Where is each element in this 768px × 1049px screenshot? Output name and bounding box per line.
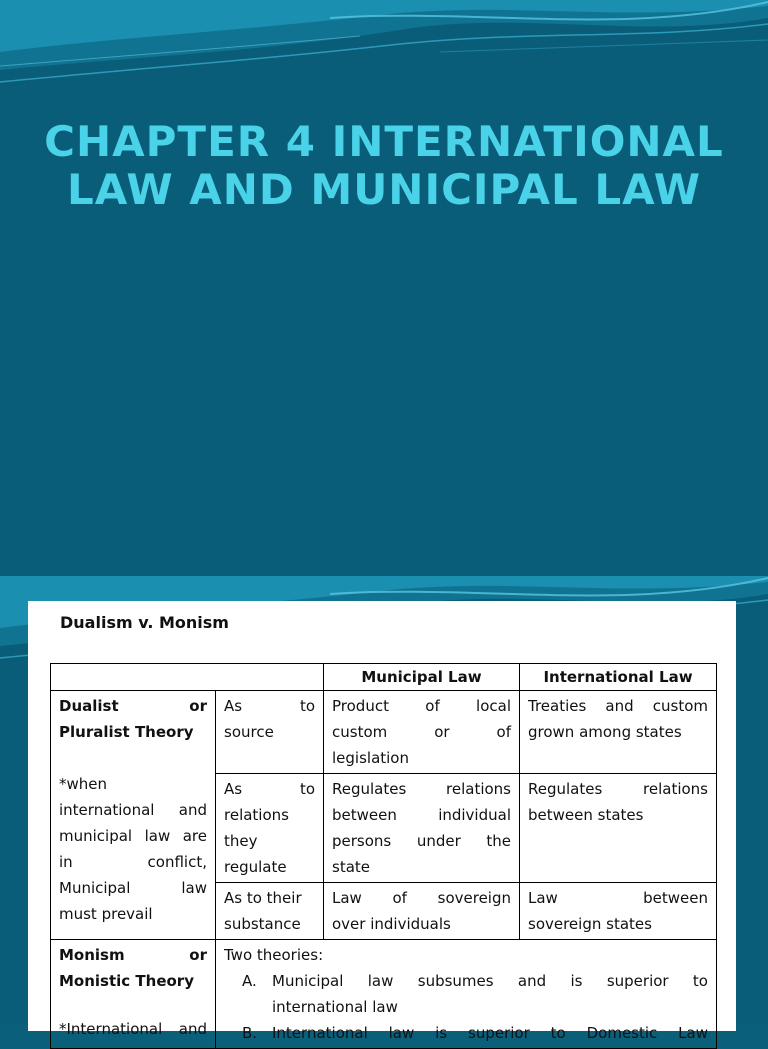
monist-theories-cell <box>216 940 717 1049</box>
monist-name-line1: Monism or <box>59 946 207 964</box>
header-wave-decoration <box>0 0 768 100</box>
content-slide <box>0 576 768 1042</box>
dualist-note-line: international and <box>59 801 207 819</box>
cell-line: regulate <box>224 858 287 876</box>
cell-line: Regulates relations <box>332 780 511 798</box>
international-cell-relations <box>520 774 717 883</box>
dualist-name-line1: Dualist or <box>59 697 207 715</box>
title-line-2: LAW AND MUNICIPAL LAW <box>66 165 702 214</box>
table-header-row <box>51 664 717 691</box>
cell-line: between individual <box>332 806 511 824</box>
cell-line: custom or of <box>332 723 511 741</box>
aspect-cell-relations <box>216 774 324 883</box>
list-marker: A. <box>242 972 257 990</box>
dualist-name-line2: Pluralist Theory <box>59 723 194 741</box>
cell-line: International law is superior to Domestic Law <box>272 1024 708 1042</box>
cell-line: legislation <box>332 749 409 767</box>
table-row <box>51 691 717 774</box>
monist-theory-cell <box>51 940 216 1049</box>
monist-name-line2: Monistic Theory <box>59 972 194 990</box>
aspect-cell-substance <box>216 883 324 940</box>
cell-line: they <box>224 832 258 850</box>
list-marker: B. <box>242 1024 258 1042</box>
cell-line: Regulates relations <box>528 780 708 798</box>
municipal-cell-substance <box>324 883 520 940</box>
dualist-note-line: must prevail <box>59 905 153 923</box>
slide-title <box>0 118 768 214</box>
comparison-table <box>50 663 717 1049</box>
document-image <box>28 601 736 1042</box>
cell-line: between states <box>528 806 644 824</box>
international-cell-source <box>520 691 717 774</box>
cell-line: Municipal law subsumes and is superior to <box>272 972 708 990</box>
municipal-cell-source <box>324 691 520 774</box>
cell-line: sovereign states <box>528 915 652 933</box>
cell-line: persons under the <box>332 832 511 850</box>
cell-line: As to <box>224 780 315 798</box>
cell-line: over individuals <box>332 915 451 933</box>
cell-line: international law <box>272 998 398 1016</box>
header-cell-municipal: Municipal Law <box>324 664 520 691</box>
cell-line: substance <box>224 915 301 933</box>
cell-line: source <box>224 723 274 741</box>
header-cell-empty <box>51 664 324 691</box>
header-cell-international: International Law <box>520 664 717 691</box>
municipal-cell-relations <box>324 774 520 883</box>
doc-heading: Dualism v. Monism <box>60 613 229 632</box>
title-line-1: CHAPTER 4 INTERNATIONAL <box>44 117 724 166</box>
cell-line: Treaties and custom <box>528 697 708 715</box>
cell-line: Law of sovereign <box>332 889 511 907</box>
theories-intro: Two theories: <box>224 946 324 964</box>
dualist-note-line: in conflict, <box>59 853 207 871</box>
monist-note-line: *International and <box>59 1020 207 1038</box>
list-item <box>224 1020 708 1046</box>
cell-line: Product of local <box>332 697 511 715</box>
cell-line: grown among states <box>528 723 682 741</box>
cell-line: As to their <box>224 889 302 907</box>
table-row <box>51 940 717 1049</box>
dualist-theory-cell <box>51 691 216 940</box>
aspect-cell-source <box>216 691 324 774</box>
international-cell-substance <box>520 883 717 940</box>
list-item <box>224 968 708 1020</box>
dualist-note-line: municipal law are <box>59 827 207 845</box>
dualist-note-line: Municipal law <box>59 879 207 897</box>
cell-line: relations <box>224 806 289 824</box>
cell-line: state <box>332 858 370 876</box>
cell-line: Law between <box>528 889 708 907</box>
theories-list <box>224 968 708 1046</box>
dualist-note-line: *when <box>59 775 108 793</box>
cell-line: As to <box>224 697 315 715</box>
